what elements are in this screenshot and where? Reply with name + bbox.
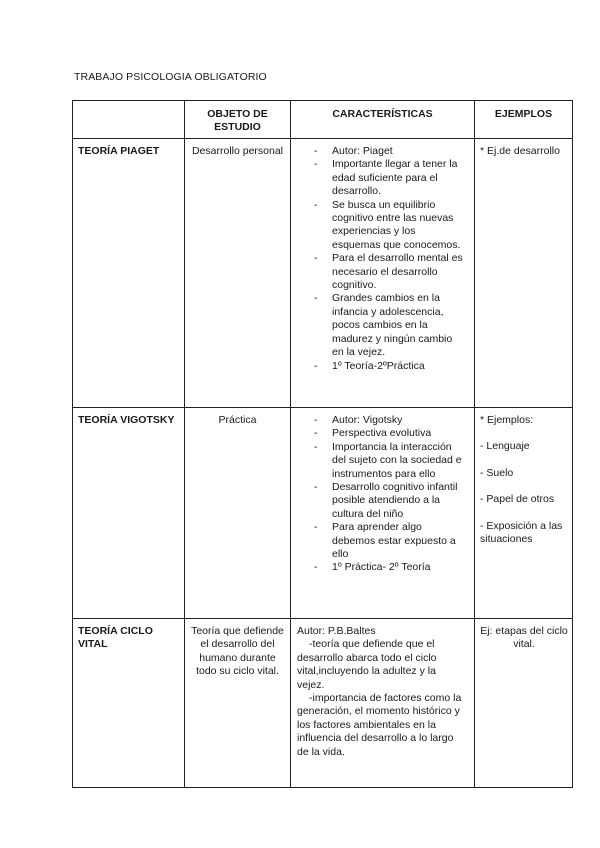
list-item: - Perspectiva evolutiva (297, 427, 466, 440)
example-text: - Lenguaje (480, 440, 530, 453)
list-item: - Desarrollo cognitivo infantil posible atendiendo a la cultura del niño (297, 481, 466, 521)
header-ejemplos: EJEMPLOS (475, 101, 573, 139)
paragraph-text: -teoría que defiende que el desarrollo abarca todo el ciclo vital,incluyendo la adultez y la vejez. (297, 638, 437, 691)
list-item: - Autor: Vigotsky (297, 414, 466, 427)
example-text: - Exposición a las situaciones (480, 519, 563, 546)
list-item: - Autor: Piaget (297, 145, 466, 158)
list-item: - Importante llegar a tener la edad suficiente para el desarrollo. (297, 158, 466, 198)
table-header-row (73, 101, 573, 139)
example-text: * Ej.de desarrollo (480, 145, 560, 157)
document-title: TRABAJO PSICOLOGIA OBLIGATORIO (74, 71, 267, 83)
list-item: - Se busca un equilibrio cognitivo entre las nuevas experiencias y los esquemas que conocemos. (297, 199, 466, 253)
list-item: - Para el desarrollo mental es necesario el desarrollo cognitivo. (297, 252, 466, 292)
table-row (73, 139, 573, 408)
list-item: - Importancia la interacción del sujeto con la sociedad e instrumentos para ello (297, 441, 466, 481)
table-row (73, 408, 573, 619)
caracteristicas-cell (291, 619, 475, 788)
caracteristicas-cell (291, 408, 475, 619)
theory-name: TEORÍA VIGOTSKY (73, 408, 185, 619)
header-caracteristicas: CARACTERÍSTICAS (291, 101, 475, 139)
objeto-cell: Teoría que defiende el desarrollo del humano durante todo su ciclo vital. (185, 619, 291, 788)
example-text: - Papel de otros (480, 493, 555, 506)
example-text: Ej: etapas del ciclo vital. (480, 625, 568, 651)
example-text: * Ejemplos: (480, 414, 534, 426)
list-item: - Grandes cambios en la infancia y adolescencia, pocos cambios en la madurez y ningún cambio en la vejez. (297, 292, 466, 359)
header-objeto: OBJETO DE ESTUDIO (185, 101, 291, 139)
objeto-cell: Práctica (185, 408, 291, 619)
theory-name: TEORÍA PIAGET (73, 139, 185, 408)
list-item: - 1º Teoría-2ºPráctica (297, 360, 466, 373)
table-row (73, 619, 573, 788)
ejemplos-cell (475, 139, 573, 408)
header-empty (73, 101, 185, 139)
example-text: - Suelo (480, 466, 514, 479)
paragraph-text: -importancia de factores como la generación, el momento histórico y los factores ambientales en la influencia del desarrollo a lo largo de la vida. (297, 692, 462, 758)
list-item: - 1º Práctica- 2º Teoría (297, 561, 466, 574)
objeto-cell: Desarrollo personal (185, 139, 291, 408)
ejemplos-cell (475, 408, 573, 619)
author-text: Autor: P.B.Baltes (297, 625, 376, 637)
caracteristicas-cell (291, 139, 475, 408)
theories-table (72, 100, 573, 788)
ejemplos-cell (475, 619, 573, 788)
list-item: - Para aprender algo debemos estar expuesto a ello (297, 521, 466, 561)
theory-name: TEORÍA CICLO VITAL (73, 619, 185, 788)
